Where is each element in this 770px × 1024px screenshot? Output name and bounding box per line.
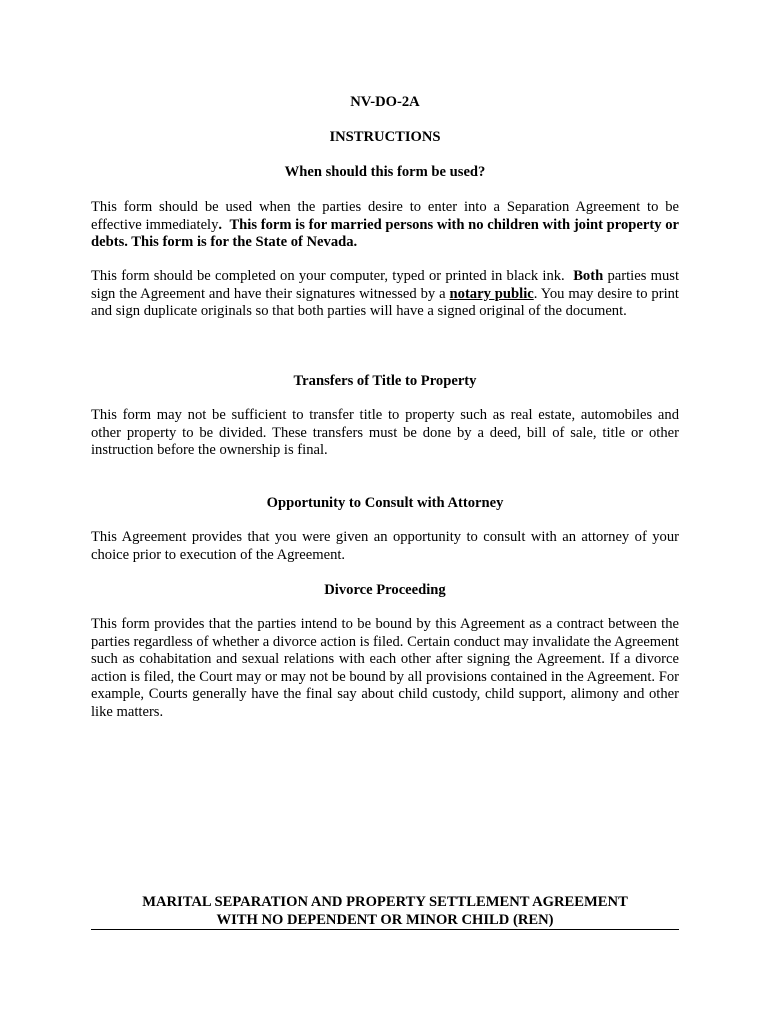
paragraph-when-1 [91,199,679,252]
paragraph-when-2 [91,268,679,321]
agreement-title-line1: MARITAL SEPARATION AND PROPERTY SETTLEMENT AGREEMENT [142,894,628,910]
agreement-title [91,894,679,929]
section-heading-divorce: Divorce Proceeding [324,582,446,598]
instructions-heading: INSTRUCTIONS [329,129,441,145]
when-1-text: This form should be used when the parties desire to enter into a Separation Agreement to be effective immediately [91,199,679,233]
notary-public-text: notary public [449,285,534,302]
paragraph-divorce: This form provides that the parties intend to be bound by this Agreement as a contract between the parties regardless of whether a divorce action is filed. Certain conduct may invalidate the Agreement such as cohabitation and sexual relations with each other after signing the Agreement. If a divorce action is filed, the Court may or may not be bound by all provisions contained in the Agreement. For example, Courts generally have the final say about child custody, child support, alimony and other like matters. [91,616,679,720]
when-2-both: Both [573,268,604,284]
when-1-bold: This form is for married persons with no children with joint property or debts. This form is for the State of Nevada. [91,216,679,251]
when-1-period: . [218,216,223,233]
when-2-text-c: . You may desire to print and sign duplicate originals so that both parties will have a signed original of the document. [91,285,679,320]
when-2-text-a: This form should be completed on your computer, typed or printed in black ink. [91,268,565,284]
form-code: NV-DO-2A [350,94,420,110]
paragraph-transfers: This form may not be sufficient to transfer title to property such as real estate, automobiles and other property to be divided. These transfers must be done by a deed, bill of sale, title or other instruction before the ownership is final. [91,407,679,459]
title-underline [91,929,679,930]
paragraph-attorney: This Agreement provides that you were given an opportunity to consult with an attorney of your choice prior to execution of the Agreement. [91,529,679,563]
when-2-text-b: parties must sign the Agreement and have their signatures witnessed by a [91,268,679,302]
agreement-title-line2: WITH NO DEPENDENT OR MINOR CHILD (REN) [216,911,554,928]
section-heading-transfers: Transfers of Title to Property [293,373,477,389]
section-heading-attorney: Opportunity to Consult with Attorney [266,495,504,511]
section-heading-when: When should this form be used? [284,164,486,180]
